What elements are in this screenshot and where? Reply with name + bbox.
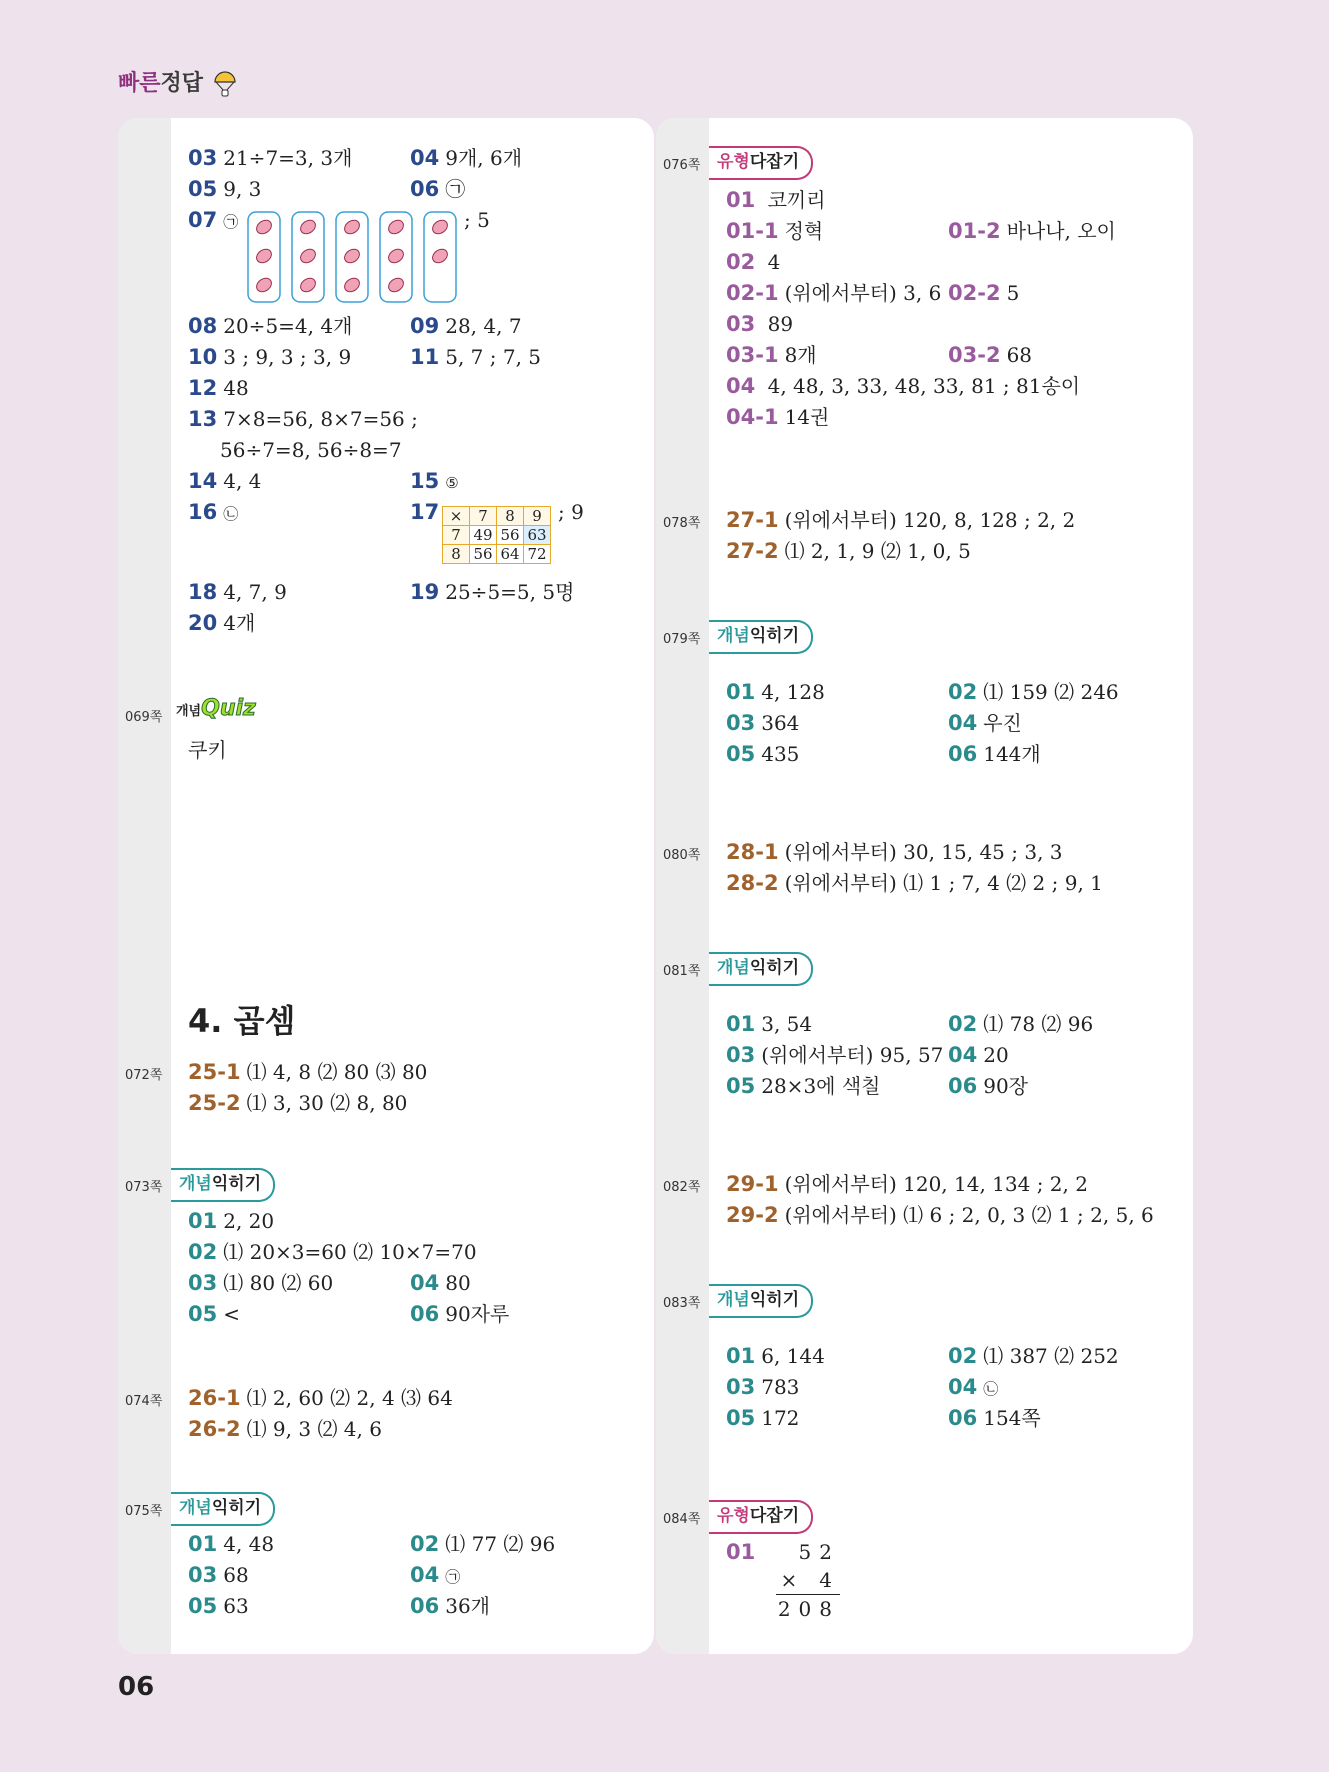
vertical-multiplication <box>776 1538 840 1623</box>
answer-row: 03-2 68 <box>948 343 1033 367</box>
chapter-title: 4. 곱셈 <box>188 1002 296 1040</box>
answer-row: 07 ㉠ <box>188 208 239 232</box>
page-ref: 069쪽 <box>125 710 163 725</box>
answer-row: 03 783 <box>726 1375 800 1399</box>
left-answer-panel <box>118 118 654 1654</box>
answer-row: 01 3, 54 <box>726 1012 813 1036</box>
answer-row: 02-2 5 <box>948 281 1020 305</box>
page-ref: 076쪽 <box>663 158 701 173</box>
answer-row: 01-1 정혁 <box>726 219 824 243</box>
answer-row: 02-1 (위에서부터) 3, 6 <box>726 281 942 305</box>
answer-row: 25-1 ⑴ 4, 8 ⑵ 80 ⑶ 80 <box>188 1060 428 1084</box>
answer-row: 02 ⑴ 20×3=60 ⑵ 10×7=70 <box>188 1240 477 1264</box>
answer-row-suffix: ; 9 <box>558 500 584 524</box>
answer-row: 08 20÷5=4, 4개 <box>188 314 353 338</box>
multiplicand: 52 <box>798 1540 840 1564</box>
answer-row: 04 ㉠ <box>410 1563 461 1587</box>
multiplier-line: × 4 <box>776 1566 840 1595</box>
answer-row: 05 9, 3 <box>188 177 262 201</box>
answer-row: 03 ⑴ 80 ⑵ 60 <box>188 1271 334 1295</box>
answer-row: 05 28×3에 색칠 <box>726 1074 881 1098</box>
answer-row: 04-1 14권 <box>726 405 830 429</box>
page-number: 06 <box>118 1672 155 1702</box>
header-title-a: 빠른 <box>118 71 161 96</box>
page-ref: 073쪽 <box>125 1180 163 1195</box>
answer-row: 27-1 (위에서부터) 120, 8, 128 ; 2, 2 <box>726 508 1076 532</box>
answer-row: 02 ⑴ 159 ⑵ 246 <box>948 680 1119 704</box>
answer-row: 01 4, 128 <box>726 680 825 704</box>
answer-row: 28-2 (위에서부터) ⑴ 1 ; 7, 4 ⑵ 2 ; 9, 1 <box>726 871 1103 895</box>
answer-row: 02 ⑴ 77 ⑵ 96 <box>410 1532 556 1556</box>
section-badge: 개념익히기 <box>171 1492 275 1526</box>
page-ref: 074쪽 <box>125 1394 163 1409</box>
answer-row: 12 48 <box>188 376 249 400</box>
answer-row: 19 25÷5=5, 5명 <box>410 580 575 604</box>
answer-row: 05 172 <box>726 1406 800 1430</box>
page-header <box>118 66 237 97</box>
page-ref: 083쪽 <box>663 1296 701 1311</box>
page-ref: 072쪽 <box>125 1068 163 1083</box>
answer-row: 04 우진 <box>948 711 1022 735</box>
product: 208 <box>777 1597 840 1621</box>
page-ref: 078쪽 <box>663 516 701 531</box>
answer-row: 26-2 ⑴ 9, 3 ⑵ 4, 6 <box>188 1417 382 1441</box>
answer-row: 11 5, 7 ; 7, 5 <box>410 345 542 369</box>
answer-row: 02 4 <box>726 250 781 274</box>
answer-row: 04 9개, 6개 <box>410 146 523 170</box>
answer-row: 26-1 ⑴ 2, 60 ⑵ 2, 4 ⑶ 64 <box>188 1386 453 1410</box>
right-answer-panel <box>656 118 1193 1654</box>
answer-row: 03 68 <box>188 1563 249 1587</box>
page-ref: 075쪽 <box>125 1504 163 1519</box>
answer-row: 06 ㉠ <box>410 177 466 201</box>
answer-row: 03 89 <box>726 312 794 336</box>
answer-row: 05 435 <box>726 742 800 766</box>
answer-row: 06 90장 <box>948 1074 1029 1098</box>
answer-row: 27-2 ⑴ 2, 1, 9 ⑵ 1, 0, 5 <box>726 539 971 563</box>
answer-row: 15 ⑤ <box>410 469 459 493</box>
answer-row: 56÷7=8, 56÷8=7 <box>220 438 402 462</box>
section-badge: 개념익히기 <box>709 1284 813 1318</box>
section-badge: 개념익히기 <box>171 1168 275 1202</box>
answer-row: 04 ㉡ <box>948 1375 999 1399</box>
answer-row: 02 ⑴ 387 ⑵ 252 <box>948 1344 1119 1368</box>
answer-row-suffix: ; 5 <box>464 208 490 232</box>
page-ref: 080쪽 <box>663 848 701 863</box>
answer-row: 04 80 <box>410 1271 471 1295</box>
answer-row: 17 <box>410 500 440 524</box>
answer-row: 06 154쪽 <box>948 1406 1041 1430</box>
answer-row: 01 코끼리 <box>726 188 826 212</box>
answer-row: 05 63 <box>188 1594 249 1618</box>
answer-row: 03 21÷7=3, 3개 <box>188 146 353 170</box>
section-badge: 유형다잡기 <box>709 1500 813 1534</box>
section-badge: 개념익히기 <box>709 952 813 986</box>
answer-row: 04 4, 48, 3, 33, 48, 33, 81 ; 81송이 <box>726 374 1081 398</box>
answer-row: 02 ⑴ 78 ⑵ 96 <box>948 1012 1094 1036</box>
answer-row: 25-2 ⑴ 3, 30 ⑵ 8, 80 <box>188 1091 408 1115</box>
answer-row: 29-2 (위에서부터) ⑴ 6 ; 2, 0, 3 ⑵ 1 ; 2, 5, 6 <box>726 1203 1154 1227</box>
answer-row: 06 144개 <box>948 742 1041 766</box>
answer-row: 03-1 8개 <box>726 343 817 367</box>
answer-row: 14 4, 4 <box>188 469 262 493</box>
page-ref-strip <box>656 118 709 1654</box>
answer-row: 01 6, 144 <box>726 1344 825 1368</box>
answer-row: 16 ㉡ <box>188 500 239 524</box>
answer-row: 05 < <box>188 1302 240 1326</box>
answer-row: 03 364 <box>726 711 800 735</box>
answer-row: 28-1 (위에서부터) 30, 15, 45 ; 3, 3 <box>726 840 1063 864</box>
parachute-icon <box>213 71 237 97</box>
answer-row: 01 4, 48 <box>188 1532 275 1556</box>
answer-row: 03 (위에서부터) 95, 57 <box>726 1043 944 1067</box>
page-ref-strip <box>118 118 171 1654</box>
quiz-answer: 쿠키 <box>188 738 227 762</box>
section-badge: 유형다잡기 <box>709 146 813 180</box>
answer-row: 29-1 (위에서부터) 120, 14, 134 ; 2, 2 <box>726 1172 1088 1196</box>
answer-row: 18 4, 7, 9 <box>188 580 287 604</box>
section-badge: 개념익히기 <box>709 620 813 654</box>
answer-row: 01-2 바나나, 오이 <box>948 219 1116 243</box>
header-title-b: 정답 <box>160 71 204 96</box>
page-ref: 082쪽 <box>663 1180 701 1195</box>
candy-grouping-diagram <box>246 210 486 304</box>
page-ref: 084쪽 <box>663 1512 701 1527</box>
page-ref: 081쪽 <box>663 964 701 979</box>
concept-quiz-badge: 개념Quiz <box>176 696 256 721</box>
page-ref: 079쪽 <box>663 632 701 647</box>
answer-row: 10 3 ; 9, 3 ; 3, 9 <box>188 345 352 369</box>
answer-row: 06 36개 <box>410 1594 491 1618</box>
answer-row: 20 4개 <box>188 611 256 635</box>
answer-row: 06 90자루 <box>410 1302 510 1326</box>
answer-row: 13 7×8=56, 8×7=56 ; <box>188 407 418 431</box>
answer-row: 01 <box>726 1540 756 1564</box>
multiplication-table: × 7 8 9 7 49 56 63 8 56 64 72 <box>442 506 551 564</box>
answer-row: 01 2, 20 <box>188 1209 275 1233</box>
answer-row: 04 20 <box>948 1043 1009 1067</box>
answer-row: 09 28, 4, 7 <box>410 314 522 338</box>
